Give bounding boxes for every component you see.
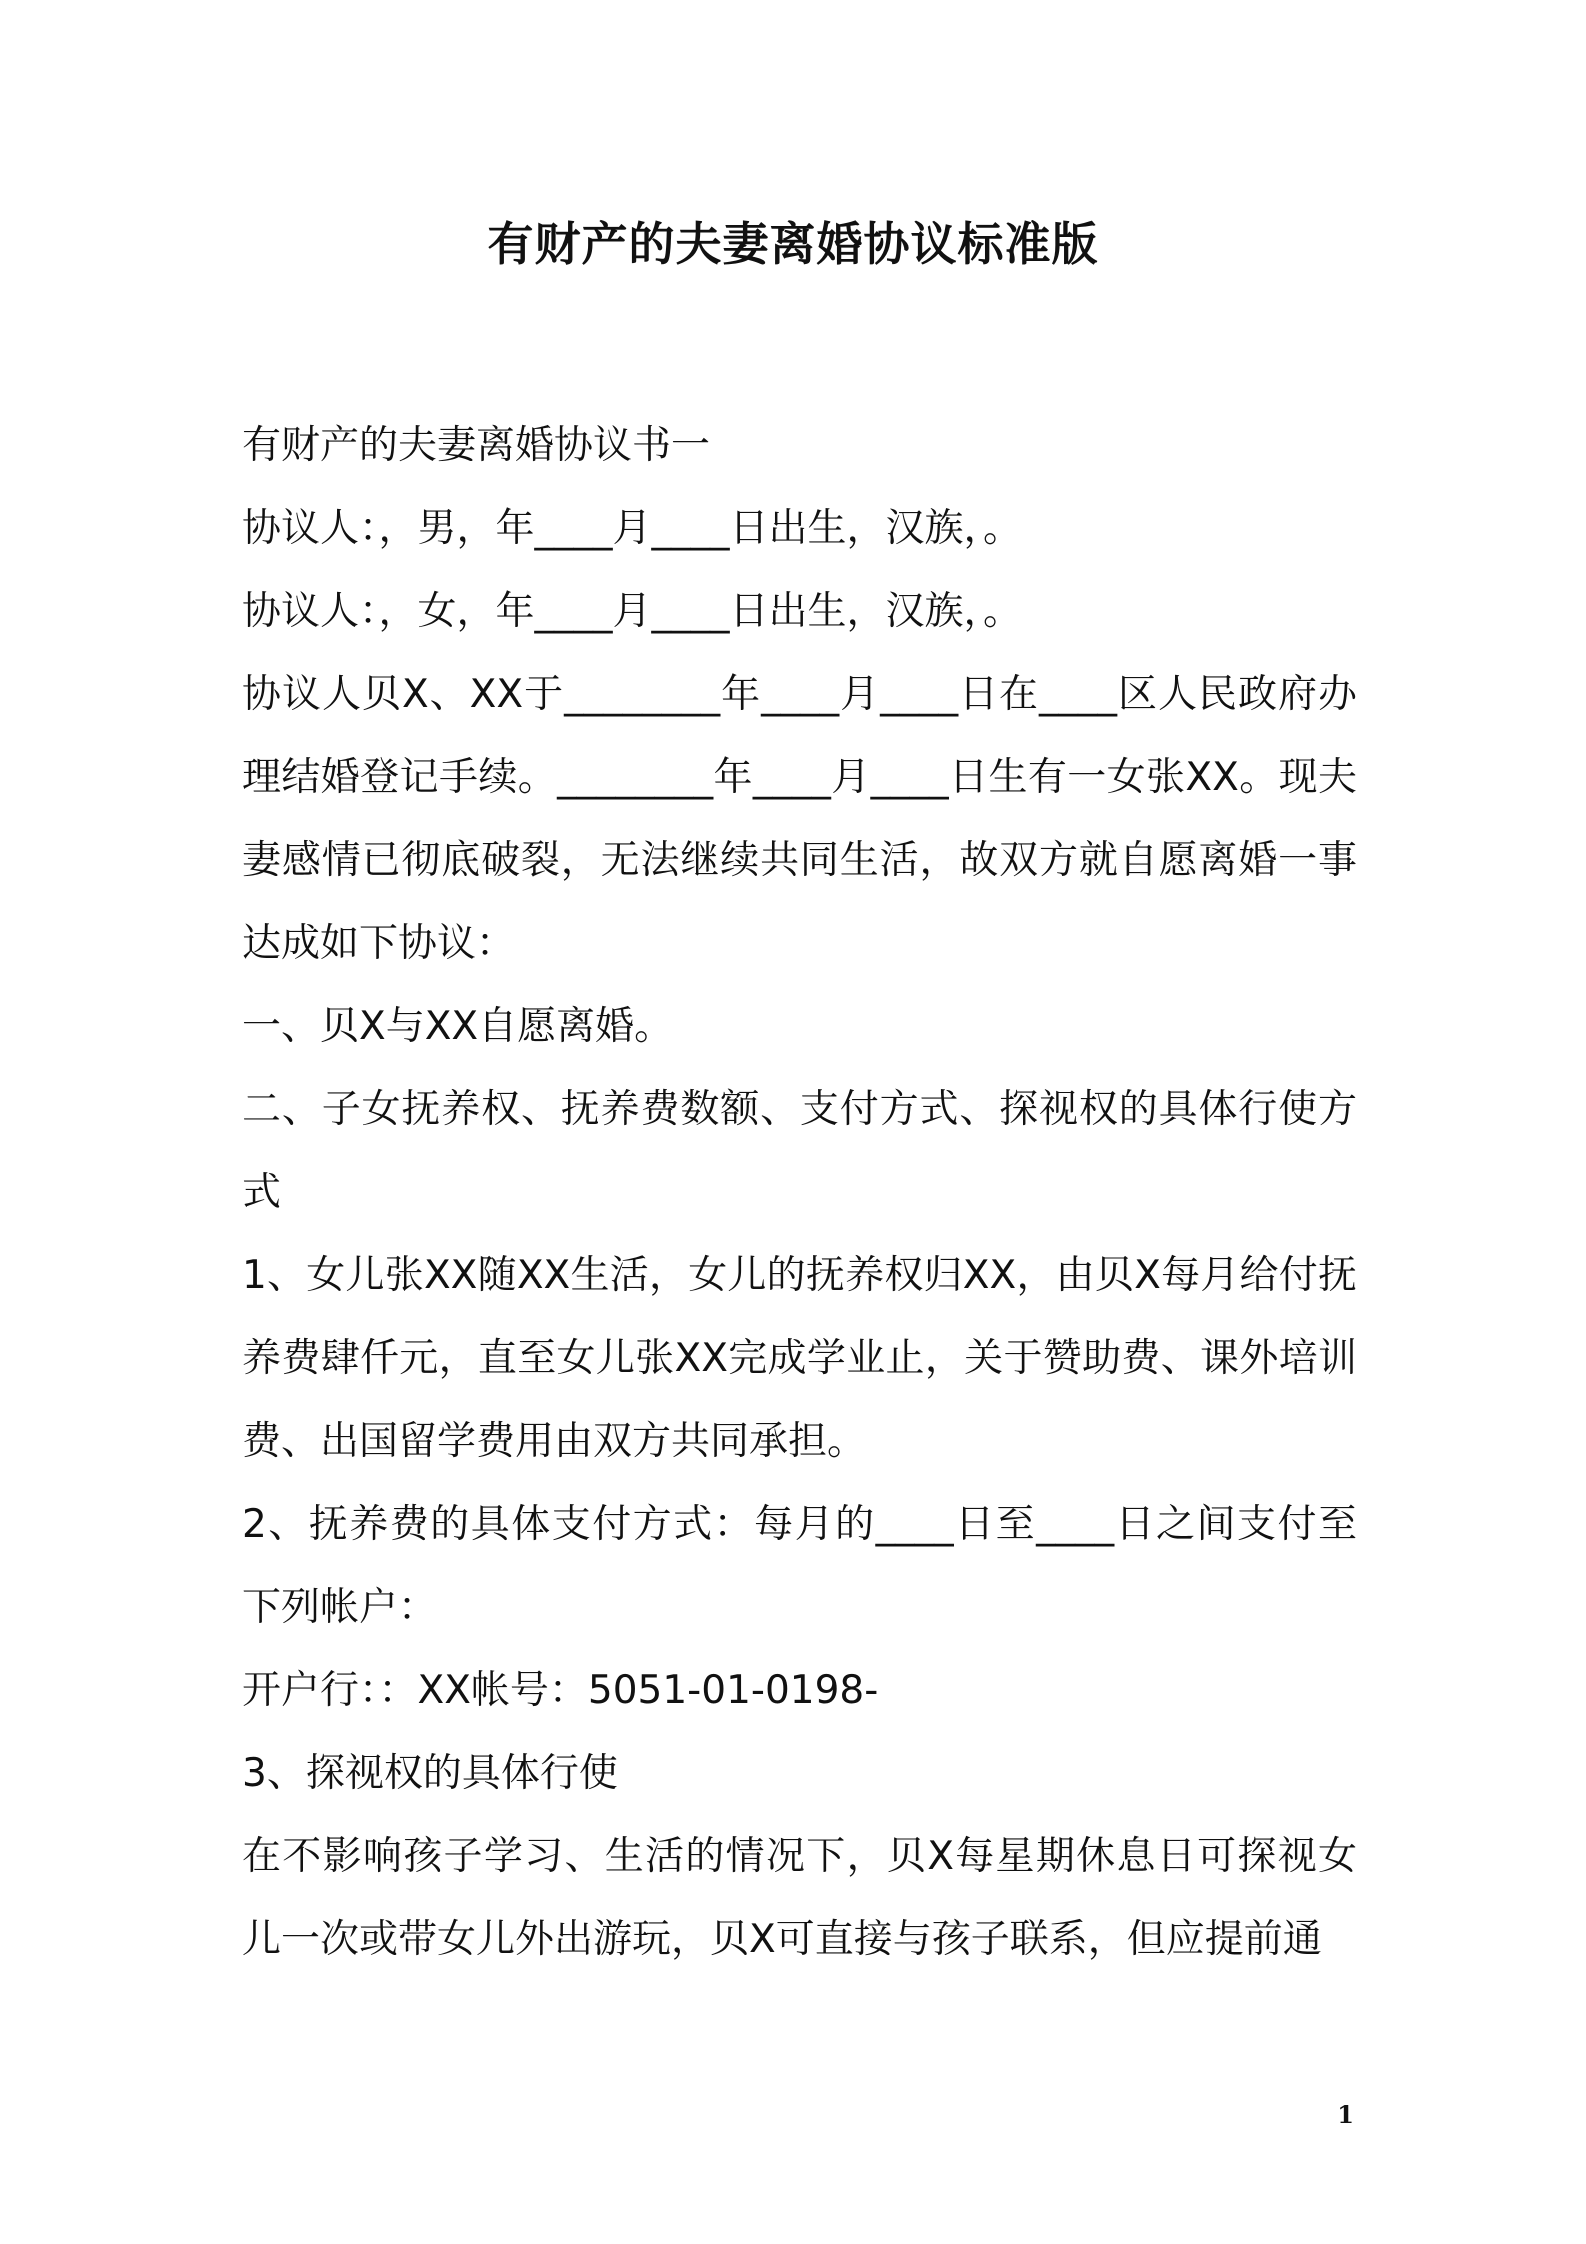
party-male-line: 协议人：，男，年____月____日出生，汉族，。 [242, 506, 1023, 551]
bank-account-line: 开户行：：XX帐号：5051-01-0198- [242, 1668, 879, 1713]
document-title: 有财产的夫妻离婚协议标准版 [487, 217, 1099, 271]
page-number: 1 [1337, 2100, 1354, 2129]
clause-two-heading: 二、子女抚养权、抚养费数额、支付方式、探视权的具体行使方式 [242, 1087, 1357, 1215]
marriage-background-paragraph: 协议人贝X、XX于________年____月____日在____区人民政府办理结婚登记手续。________年____月____日生有一女张XX。现夫妻感情已彻底破裂，无法继续共同生活，故双方就自愿离婚一事达成如下协议： [242, 672, 1357, 966]
section-heading: 有财产的夫妻离婚协议书一 [242, 423, 711, 468]
clause-two-item-2: 2、抚养费的具体支付方式：每月的____日至____日之间支付至下列帐户： [242, 1502, 1357, 1630]
visitation-paragraph: 在不影响孩子学习、生活的情况下，贝X每星期休息日可探视女儿一次或带女儿外出游玩，贝X可直接与孩子联系，但应提前通 [242, 1834, 1357, 1962]
clause-one: 一、贝X与XX自愿离婚。 [242, 1004, 674, 1049]
clause-two-item-1: 1、女儿张XX随XX生活，女儿的抚养权归XX，由贝X每月给付抚养费肆仟元，直至女儿张XX完成学业止，关于赞助费、课外培训费、出国留学费用由双方共同承担。 [242, 1253, 1357, 1464]
clause-two-item-3: 3、探视权的具体行使 [242, 1751, 618, 1796]
document-body [242, 404, 1357, 1981]
party-female-line: 协议人：，女，年____月____日出生，汉族，。 [242, 589, 1023, 634]
